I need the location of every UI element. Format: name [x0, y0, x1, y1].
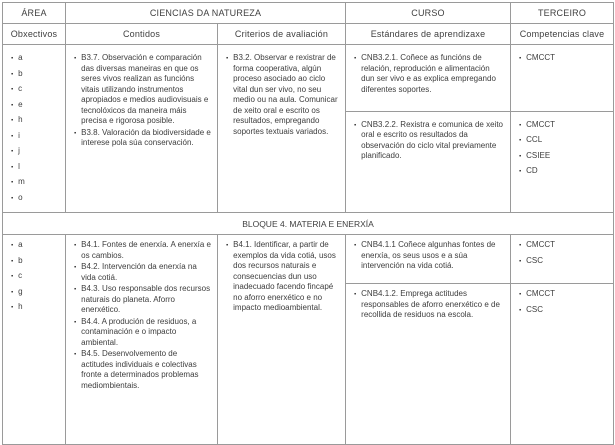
list-item-text: b: [18, 255, 23, 265]
bloque4-banner-row: [3, 213, 614, 235]
list-item-text: CMCCT: [526, 289, 556, 298]
list-item: [519, 289, 607, 300]
estandares-list: [346, 45, 510, 100]
bullet-icon: ▪: [11, 117, 14, 124]
list-item: [226, 240, 339, 314]
competencias-list: [511, 235, 613, 275]
bullet-icon: ▪: [519, 153, 522, 160]
list-item: [11, 302, 59, 313]
list-item-text: e: [18, 99, 23, 109]
list-item-text: a: [18, 53, 23, 62]
bullet-icon: ▪: [11, 164, 14, 170]
bullet-icon: ▪: [74, 286, 77, 293]
bullet-icon: ▪: [74, 242, 77, 249]
list-item-text: c: [18, 84, 23, 93]
list-item: [11, 115, 59, 126]
contidos-list: [66, 235, 217, 396]
bullet-icon: ▪: [226, 55, 229, 62]
list-item-text: CSC: [526, 304, 544, 314]
block4-row-1: [3, 235, 614, 284]
list-item: [354, 289, 504, 321]
bullet-icon: ▪: [519, 258, 522, 264]
bullet-icon: ▪: [11, 289, 14, 295]
bullet-icon: ▪: [11, 55, 14, 62]
list-item: [519, 53, 607, 64]
list-item: [11, 271, 59, 282]
header-subject: CIENCIAS DA NATUREZA: [66, 3, 346, 24]
competencias-list: [511, 45, 613, 73]
block4-estandares-cell-2: [346, 284, 511, 445]
list-item: [74, 240, 211, 261]
estandares-list: [346, 235, 510, 277]
list-item-text: h: [18, 302, 23, 311]
bullet-icon: ▪: [519, 137, 522, 144]
block4-competencias-cell-2: [511, 284, 614, 445]
bullet-icon: ▪: [11, 273, 14, 280]
block3-competencias-cell-2: [511, 111, 614, 212]
bullet-icon: ▪: [11, 195, 14, 201]
list-item-text: B3.2. Observar e rexistrar de forma cooperativa, algún proceso asociado ao ciclo vital dun ser vivo, no seu medio ou na aula. Comunicar de xeito oral e escrito os resultados, empregando soportes textuais variados.: [233, 53, 338, 136]
bullet-icon: ▪: [519, 55, 522, 62]
bullet-icon: ▪: [519, 168, 522, 175]
bullet-icon: ▪: [354, 55, 357, 62]
contidos-list: [66, 45, 217, 154]
list-item: [74, 262, 211, 283]
bullet-icon: ▪: [226, 242, 229, 249]
curriculum-table: [2, 2, 614, 445]
list-item-text: B4.3. Uso responsable dos recursos naturais do planeta. Aforro enerxético.: [81, 284, 211, 314]
list-item: [226, 53, 339, 137]
block4-obxectivos-cell: [3, 235, 66, 445]
list-item-text: h: [18, 115, 23, 124]
block4-contidos-cell: [66, 235, 218, 445]
list-item-text: CD: [526, 166, 538, 176]
bullet-icon: ▪: [11, 304, 14, 311]
list-item-text: c: [18, 271, 23, 280]
list-item-text: CNB4.1.1 Coñece algunhas fontes de enerxía, os seus usos e a súa intervención na vida cotiá.: [361, 240, 496, 270]
header-curso-label: CURSO: [346, 3, 511, 24]
list-item-text: CNB4.1.2. Emprega actitudes responsables de aforro enerxético e de recollida de residuos na escola.: [361, 289, 500, 319]
list-item-text: CSIEE: [526, 150, 551, 160]
list-item-text: CNB3.2.1. Coñece as funcións de relación, reprodución e alimentación dun ser vivo e as explica empregando diferentes soportes.: [361, 53, 496, 94]
column-header-estandares: Estándares de aprendizaxe: [346, 24, 511, 45]
block4-criterios-cell: [218, 235, 346, 445]
bullet-icon: ▪: [354, 242, 357, 249]
list-item: [74, 53, 211, 127]
list-item: [519, 151, 607, 162]
bullet-icon: ▪: [74, 130, 77, 136]
block4-estandares-cell-1: [346, 235, 511, 284]
list-item-text: i: [18, 130, 20, 140]
list-item: [519, 240, 607, 251]
bullet-icon: ▪: [11, 86, 14, 93]
list-item-text: j: [18, 146, 20, 155]
bullet-icon: ▪: [11, 242, 14, 249]
competencias-list: [511, 112, 613, 186]
column-header-obxectivos: Obxectivos: [3, 24, 66, 45]
header-row-1: [3, 3, 614, 24]
list-item-text: B3.8. Valoración da biodiversidade e interese pola súa conservación.: [81, 127, 211, 147]
block3-estandares-cell-2: [346, 111, 511, 212]
criterios-list: [218, 235, 345, 319]
bullet-icon: ▪: [11, 148, 14, 155]
header-area-label: ÁREA: [3, 3, 66, 24]
bullet-icon: ▪: [519, 122, 522, 129]
list-item: [74, 349, 211, 391]
bullet-icon: ▪: [11, 133, 14, 139]
block3-row-1: [3, 45, 614, 112]
estandares-list: [346, 284, 510, 326]
bullet-icon: ▪: [74, 351, 77, 358]
column-header-contidos: Contidos: [66, 24, 218, 45]
column-header-criterios: Criterios de avaliación: [218, 24, 346, 45]
list-item: [11, 84, 59, 95]
list-item: [354, 240, 504, 272]
criterios-list: [218, 45, 345, 142]
list-item-text: b: [18, 68, 23, 78]
bullet-icon: ▪: [519, 242, 522, 249]
list-item-text: CCL: [526, 135, 543, 145]
list-item-text: CNB3.2.2. Rexistra e comunica de xeito oral e escrito os resultados da observación do ciclo vital previamente planificado.: [361, 119, 503, 161]
competencias-list: [511, 284, 613, 324]
list-item-text: B4.1. Fontes de enerxía. A enerxía e os cambios.: [81, 240, 212, 260]
header-curso-value: TERCEIRO: [511, 3, 614, 24]
list-item-text: B4.5. Desenvolvemento de actitudes individuais e colectivas fronte a determinados problemas mediombientais.: [81, 349, 199, 390]
bullet-icon: ▪: [519, 307, 522, 313]
bullet-icon: ▪: [11, 71, 14, 77]
list-item-text: B4.2. Intervención da enerxía na vida cotiá.: [81, 262, 197, 282]
header-row-2: [3, 24, 614, 45]
block3-contidos-cell: [66, 45, 218, 213]
bullet-icon: ▪: [11, 102, 14, 108]
list-item: [74, 284, 211, 316]
list-item: [74, 128, 211, 149]
bullet-icon: ▪: [11, 179, 14, 186]
list-item-text: o: [18, 192, 23, 202]
list-item: [519, 256, 607, 267]
block4-competencias-cell-1: [511, 235, 614, 284]
list-item-text: g: [18, 286, 23, 296]
block3-criterios-cell: [218, 45, 346, 213]
list-item: [11, 193, 59, 204]
estandares-list: [346, 112, 510, 167]
list-item-text: a: [18, 240, 23, 249]
bullet-icon: ▪: [519, 291, 522, 298]
list-item-text: CMCCT: [526, 53, 556, 62]
list-item: [11, 240, 59, 251]
block3-obxectivos-cell: [3, 45, 66, 213]
bullet-icon: ▪: [74, 55, 77, 62]
list-item: [11, 256, 59, 267]
list-item-text: B4.4. A produción de residuos, a contaminación e o impacto ambiental.: [81, 316, 197, 347]
list-item: [11, 146, 59, 157]
list-item: [519, 305, 607, 316]
bullet-icon: ▪: [354, 291, 357, 298]
list-item-text: l: [18, 161, 20, 171]
list-item-text: CMCCT: [526, 119, 556, 129]
list-item-text: B4.1. Identificar, a partir de exemplos da vida cotiá, usos dos recursos naturais e consecuencias dun uso inadecuado facendo fincapé no aforro enerxético e no impacto medioambiental.: [233, 240, 336, 312]
list-item: [519, 120, 607, 131]
block3-estandares-cell-1: [346, 45, 511, 112]
obxectivos-list: [3, 45, 65, 212]
list-item: [74, 317, 211, 349]
list-item: [519, 135, 607, 146]
list-item: [11, 69, 59, 80]
bullet-icon: ▪: [11, 258, 14, 264]
list-item: [11, 287, 59, 298]
block3-competencias-cell-1: [511, 45, 614, 112]
list-item-text: CSC: [526, 255, 544, 265]
bullet-icon: ▪: [74, 264, 77, 271]
list-item: [11, 131, 59, 142]
bloque4-banner-title: BLOQUE 4. MATERIA E ENERXÍA: [3, 213, 614, 235]
obxectivos-list: [3, 235, 65, 322]
list-item: [11, 162, 59, 173]
list-item-text: m: [18, 177, 25, 186]
list-item: [11, 100, 59, 111]
list-item-text: B3.7. Observación e comparación das diversas maneiras en que os seres vivos realizan as funcións vitais utilizando instrumentos apropiados e medios audiovisuais e tecnolóxicos da maneira máis precisa e rigorosa posible.: [81, 53, 209, 125]
bullet-icon: ▪: [74, 319, 77, 325]
list-item: [11, 177, 59, 188]
list-item: [354, 120, 504, 162]
column-header-competencias: Competencias clave: [511, 24, 614, 45]
list-item: [519, 166, 607, 177]
list-item: [11, 53, 59, 64]
list-item-text: CMCCT: [526, 240, 556, 249]
list-item: [354, 53, 504, 95]
bullet-icon: ▪: [354, 122, 357, 129]
